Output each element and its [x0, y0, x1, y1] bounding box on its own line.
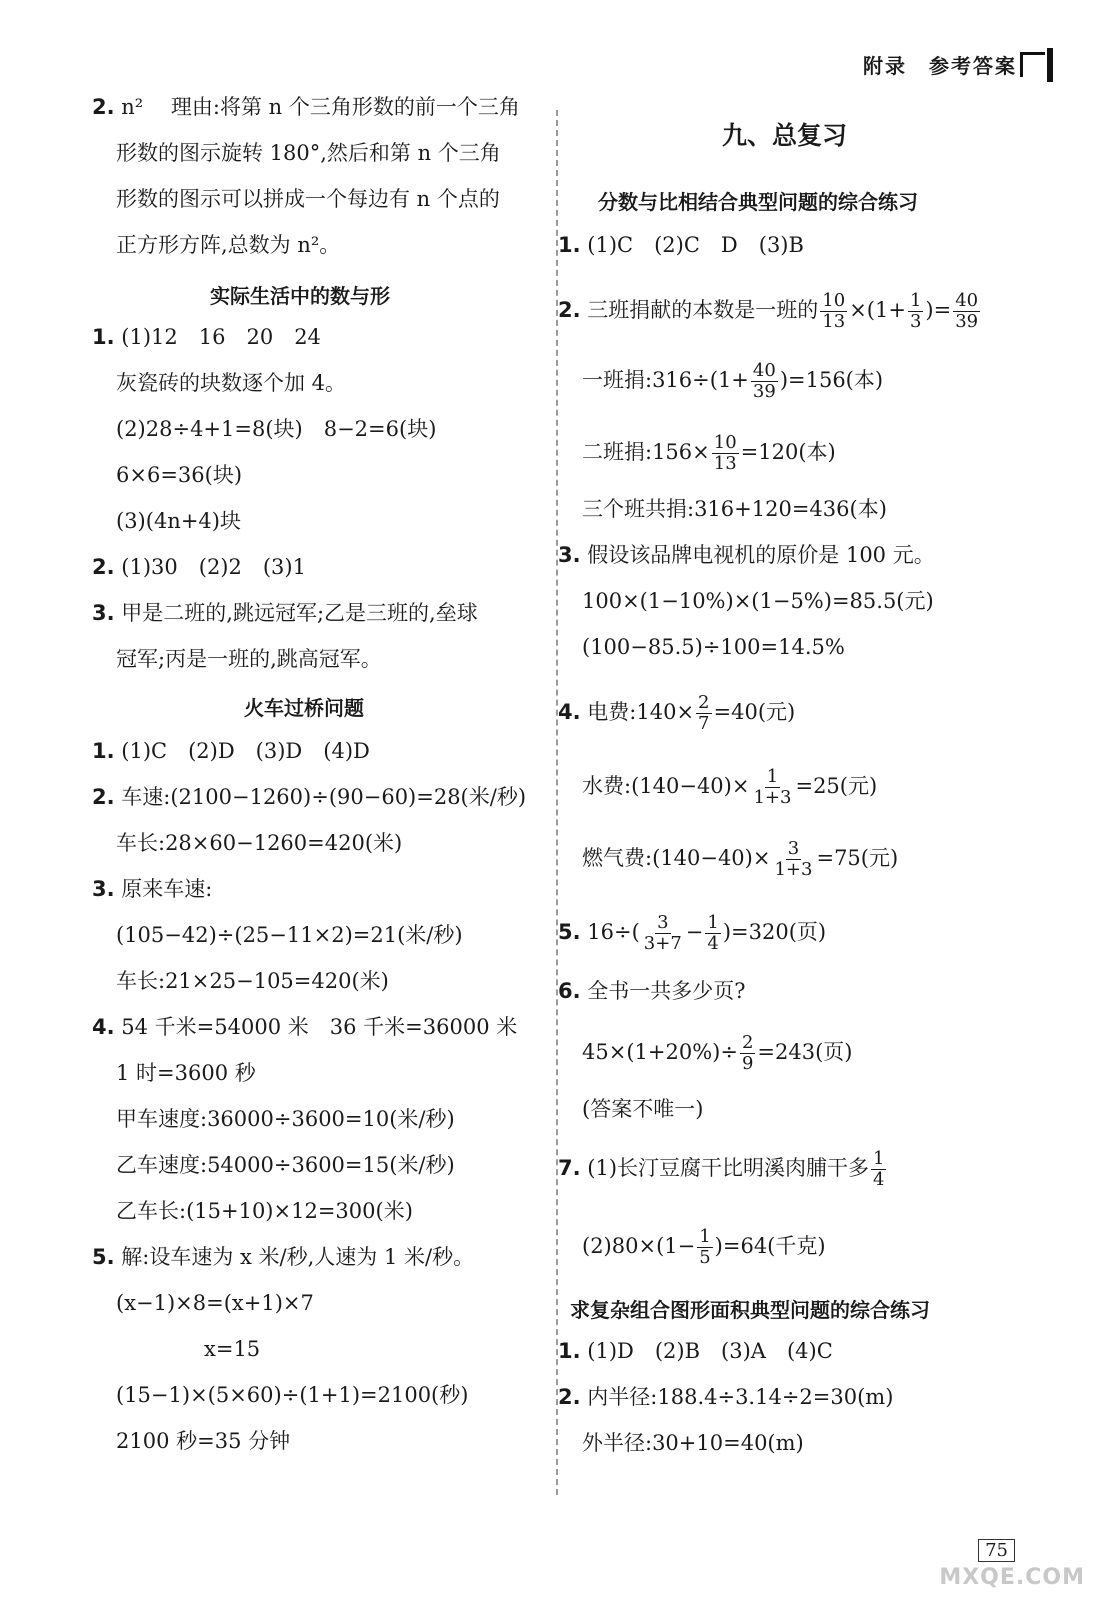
- answer-line: 100×(1−10%)×(1−5%)=85.5(元): [582, 589, 934, 613]
- answer-line: 甲车速度:36000÷3600=10(米/秒): [116, 1107, 455, 1131]
- fraction: $\frac{3}{3+7}$: [643, 912, 682, 954]
- answer-line: 6×6=36(块): [116, 463, 243, 487]
- fraction: $\frac{2}{9}$: [741, 1032, 754, 1074]
- answer-line: 4. 54 千米=54000 米 36 千米=36000 米: [92, 1015, 518, 1039]
- page-number: 75: [978, 1539, 1015, 1562]
- fraction: $\frac{2}{7}$: [698, 692, 710, 734]
- fraction: $\frac{3}{1+3}$: [774, 838, 813, 880]
- fraction: $\frac{1}{5}$: [699, 1226, 711, 1268]
- answer-line: (15−1)×(5×60)÷(1+1)=2100(秒): [116, 1383, 469, 1407]
- answer-line: 3. 假设该品牌电视机的原价是 100 元。: [558, 543, 935, 567]
- watermark: MXQE.COM: [939, 1565, 1085, 1590]
- answer-line: 正方形方阵,总数为 n²。: [116, 233, 341, 257]
- section-title: 火车过桥问题: [244, 696, 364, 720]
- answer-line: 1. (1)C (2)C D (3)B: [558, 233, 804, 257]
- answer-line: 3. 原来车速:: [92, 877, 213, 901]
- answer-line: (100−85.5)÷100=14.5%: [582, 635, 845, 659]
- answer-line: 车长:21×25−105=420(米): [116, 969, 389, 993]
- answer-line: 2100 秒=35 分钟: [116, 1429, 291, 1453]
- header-answers: 参考答案: [929, 54, 1017, 78]
- fraction: $\frac{40}{39}$: [752, 360, 776, 402]
- answer-line: 2. n² 理由:将第 n 个三角形数的前一个三角: [92, 95, 520, 119]
- fraction: $\frac{10}{13}$: [713, 432, 737, 474]
- page-header: [863, 50, 1017, 79]
- answer-line: 45×(1+20%)÷ $\frac{2}{9}$ =243(页): [582, 1032, 853, 1074]
- section-title: 分数与比相结合典型问题的综合练习: [598, 190, 918, 214]
- answer-line: 乙车速度:54000÷3600=15(米/秒): [116, 1153, 455, 1177]
- answer-line: 6. 全书一共多少页?: [558, 979, 746, 1003]
- corner-mark-icon: [1020, 52, 1045, 77]
- answer-line: 三个班共捐:316+120=436(本): [582, 497, 887, 521]
- answer-line: 燃气费:(140−40)× $\frac{3}{1+3}$ =75(元): [582, 838, 899, 880]
- fraction: $\frac{1}{3}$: [909, 290, 922, 332]
- answer-line: 外半径:30+10=40(m): [582, 1431, 804, 1455]
- answer-line: (x−1)×8=(x+1)×7: [116, 1291, 314, 1315]
- answer-line: 2. (1)30 (2)2 (3)1: [92, 555, 306, 579]
- answer-line: 二班捐:156× $\frac{10}{13}$ =120(本): [582, 432, 836, 474]
- answer-line: 2. 车速:(2100−1260)÷(90−60)=28(米/秒): [92, 785, 527, 809]
- answer-line: 4. 电费:140× $\frac{2}{7}$ =40(元): [558, 692, 796, 734]
- chapter-title: 九、总复习: [722, 121, 848, 150]
- answer-line: 1 时=3600 秒: [116, 1061, 256, 1085]
- answer-line: 2. 三班捐献的本数是一班的 $\frac{10}{13}$ ×(1+ $\frac{1}{3}$ )= $\frac{40}{39}$: [558, 290, 979, 332]
- answer-line: 乙车长:(15+10)×12=300(米): [116, 1199, 413, 1223]
- answer-line: 灰瓷砖的块数逐个加 4。: [116, 371, 347, 395]
- fraction: $\frac{40}{39}$: [955, 290, 979, 332]
- answer-line: (3)(4n+4)块: [116, 509, 241, 533]
- answer-line: (2)28÷4+1=8(块) 8−2=6(块): [116, 417, 437, 441]
- answer-line: 水费:(140−40)× $\frac{1}{1+3}$ =25(元): [582, 766, 878, 808]
- answer-line: x=15: [204, 1337, 261, 1361]
- fraction: $\frac{1}{1+3}$: [753, 766, 792, 808]
- answer-line: 一班捐:316÷(1+ $\frac{40}{39}$ )=156(本): [582, 360, 884, 402]
- answer-line: 2. 内半径:188.4÷3.14÷2=30(m): [558, 1385, 894, 1409]
- fraction: $\frac{1}{4}$: [707, 912, 719, 954]
- answer-line: (105−42)÷(25−11×2)=21(米/秒): [116, 923, 463, 947]
- answer-line: 7. (1)长汀豆腐干比明溪肉脯干多 $\frac{1}{4}$: [558, 1148, 885, 1190]
- answer-line: 形数的图示可以拼成一个每边有 n 个点的: [116, 187, 500, 211]
- answer-line: 3. 甲是二班的,跳远冠军;乙是三班的,垒球: [92, 601, 478, 625]
- corner-bar-icon: [1047, 48, 1053, 82]
- answer-line: (答案不唯一): [582, 1097, 704, 1121]
- answer-line: 形数的图示旋转 180°,然后和第 n 个三角: [116, 141, 501, 165]
- answer-line: 1. (1)C (2)D (3)D (4)D: [92, 739, 370, 763]
- answer-line: 冠军;丙是一班的,跳高冠军。: [116, 647, 382, 671]
- answer-line: 1. (1)12 16 20 24: [92, 325, 321, 349]
- fraction: $\frac{10}{13}$: [822, 290, 846, 332]
- section-title: 求复杂组合图形面积典型问题的综合练习: [570, 1298, 930, 1322]
- section-title: 实际生活中的数与形: [210, 284, 390, 308]
- answer-line: (2)80×(1− $\frac{1}{5}$ )=64(千克): [582, 1226, 826, 1268]
- header-appendix: 附录: [863, 54, 907, 78]
- answer-line: 5. 16÷( $\frac{3}{3+7}$ − $\frac{1}{4}$ )=320(页): [558, 912, 827, 954]
- answer-line: 1. (1)D (2)B (3)A (4)C: [558, 1339, 833, 1363]
- answer-line: 5. 解:设车速为 x 米/秒,人速为 1 米/秒。: [92, 1245, 475, 1269]
- fraction: $\frac{1}{4}$: [873, 1148, 885, 1190]
- answer-line: 车长:28×60−1260=420(米): [116, 831, 403, 855]
